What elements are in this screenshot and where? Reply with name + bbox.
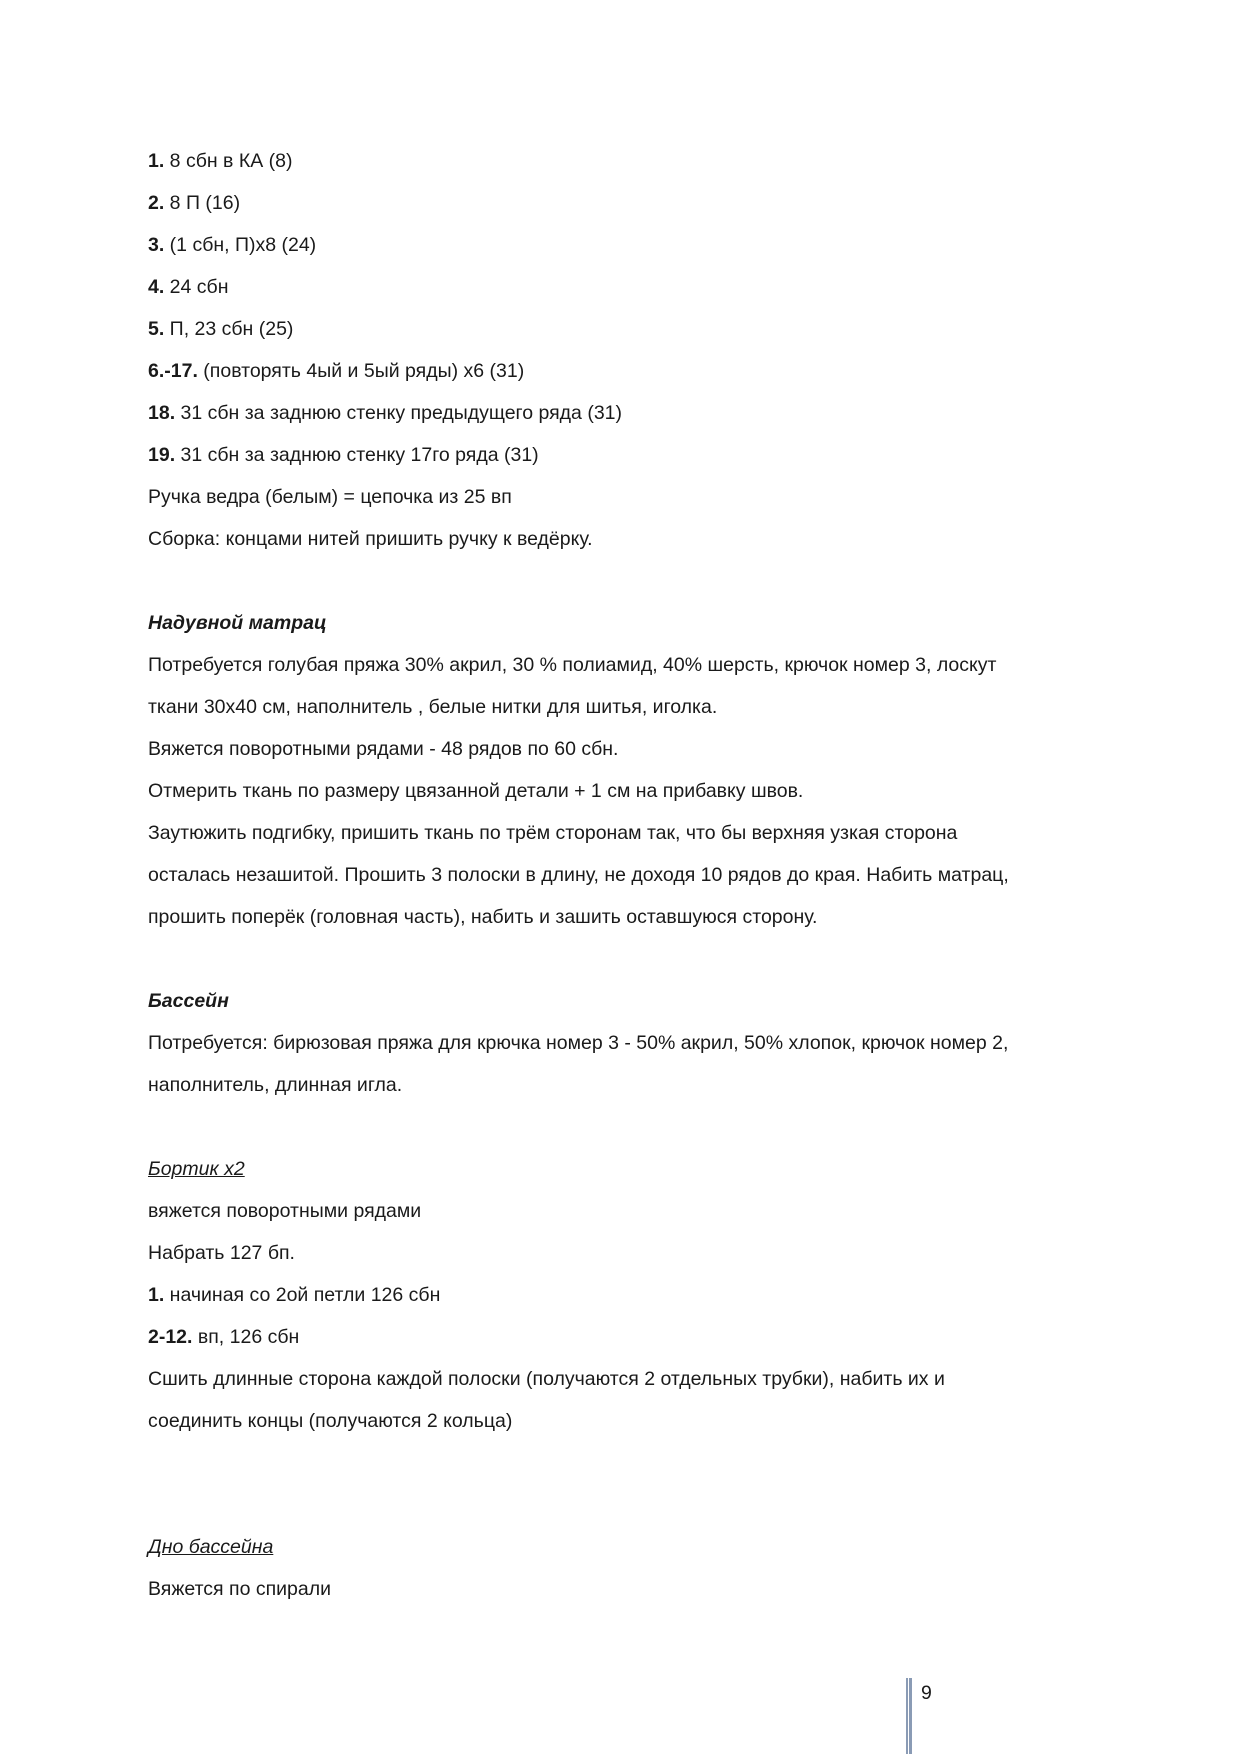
row-text: 8 П (16) [164, 192, 241, 214]
row-text: (1 сбн, П)х8 (24) [164, 234, 317, 256]
bucket-handle-text: Ручка ведра (белым) = цепочка из 25 вп [148, 486, 512, 508]
paragraph-line: Потребуется голубая пряжа 30% акрил, 30 % полиамид, 40% шерсть, крючок номер 3, лоскут [148, 654, 997, 676]
row-text: 8 сбн в КА (8) [164, 150, 293, 172]
row-1 [148, 148, 292, 174]
paragraph-line: Вяжется поворотными рядами - 48 рядов по 60 сбн. [148, 738, 619, 760]
row-number: 1. [148, 1284, 165, 1306]
row-text: начиная со 2ой петли 126 сбн [164, 1284, 441, 1306]
rim-row-2-12 [148, 1324, 299, 1350]
row-number: 1. [148, 150, 165, 172]
assembly-text: Сборка: концами нитей пришить ручку к ведёрку. [148, 528, 593, 550]
row-text: 24 сбн [164, 276, 229, 298]
footer-divider [906, 1678, 912, 1754]
row-number: 18. [148, 402, 176, 424]
row-6-17 [148, 358, 524, 384]
row-text: П, 23 сбн (25) [164, 318, 294, 340]
row-text: 31 сбн за заднюю стенку 17го ряда (31) [175, 444, 539, 466]
section-heading-pool: Бассейн [148, 990, 229, 1012]
paragraph-line: Потребуется: бирюзовая пряжа для крючка номер 3 - 50% акрил, 50% хлопок, крючок номер 2, [148, 1032, 1009, 1054]
row-text: вп, 126 сбн [192, 1326, 300, 1348]
paragraph-line: Заутюжить подгибку, пришить ткань по трём сторонам так, что бы верхняя узкая сторона [148, 822, 958, 844]
paragraph-line: вяжется поворотными рядами [148, 1200, 422, 1222]
row-number: 5. [148, 318, 165, 340]
subheading-pool-bottom: Дно бассейна [148, 1536, 274, 1558]
paragraph-line: наполнитель, длинная игла. [148, 1074, 403, 1096]
row-number: 4. [148, 276, 165, 298]
paragraph-line: Набрать 127 бп. [148, 1242, 295, 1264]
row-number: 6.-17. [148, 360, 198, 382]
row-3 [148, 232, 316, 258]
row-number: 2. [148, 192, 165, 214]
subheading-rim: Бортик х2 [148, 1158, 245, 1180]
paragraph-line: ткани 30х40 см, наполнитель , белые нитки для шитья, иголка. [148, 696, 718, 718]
section-heading-mattress: Надувной матрац [148, 612, 327, 634]
row-text: 31 сбн за заднюю стенку предыдущего ряда (31) [175, 402, 623, 424]
row-number: 19. [148, 444, 176, 466]
rim-row-1 [148, 1282, 440, 1308]
paragraph-line: Вяжется по спирали [148, 1578, 332, 1600]
page-number: 9 [921, 1682, 932, 1704]
row-number: 2-12. [148, 1326, 193, 1348]
row-4 [148, 274, 228, 300]
paragraph-line: осталась незашитой. Прошить 3 полоски в длину, не доходя 10 рядов до края. Набить матрац, [148, 864, 1009, 886]
row-2 [148, 190, 240, 216]
row-18 [148, 400, 622, 426]
paragraph-line: Отмерить ткань по размеру цвязанной детали + 1 см на прибавку швов. [148, 780, 804, 802]
row-text: (повторять 4ый и 5ый ряды) х6 (31) [197, 360, 525, 382]
row-number: 3. [148, 234, 165, 256]
paragraph-line: соединить концы (получаются 2 кольца) [148, 1410, 513, 1432]
row-5 [148, 316, 293, 342]
paragraph-line: прошить поперёк (головная часть), набить и зашить оставшуюся сторону. [148, 906, 818, 928]
paragraph-line: Сшить длинные сторона каждой полоски (получаются 2 отдельных трубки), набить их и [148, 1368, 945, 1390]
row-19 [148, 442, 539, 468]
